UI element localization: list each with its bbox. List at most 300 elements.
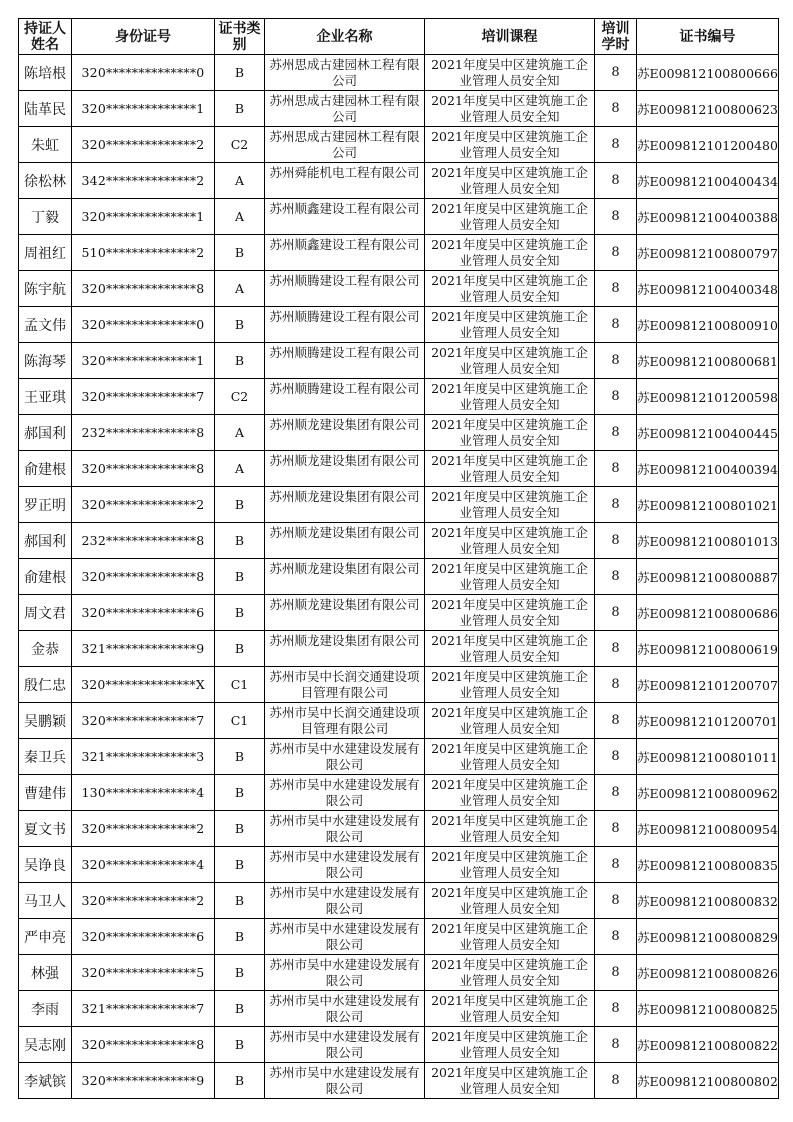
training-course-cell: [425, 595, 595, 631]
training-hours-cell: 8: [595, 667, 637, 703]
cert-number-cell: 苏E009812100800829: [637, 919, 779, 955]
training-course-cell-text: 2021年度吴中区建筑施工企业管理人员安全知: [431, 776, 588, 808]
cert-number-cell: 苏E009812100800962: [637, 775, 779, 811]
training-course-cell-text: 2021年度吴中区建筑施工企业管理人员安全知: [431, 956, 588, 988]
company-name-cell: [265, 991, 425, 1027]
table-row: [19, 1027, 779, 1063]
cert-category-cell: C2: [215, 379, 265, 415]
holder-name-cell: 殷仁忠: [19, 667, 72, 703]
training-hours-cell: 8: [595, 559, 637, 595]
cert-category-cell: B: [215, 91, 265, 127]
company-name-cell: [265, 667, 425, 703]
table-row: [19, 847, 779, 883]
holder-name-cell: 朱虹: [19, 127, 72, 163]
id-number-cell: 320**************6: [72, 919, 215, 955]
company-name-cell-text: 苏州顺鑫建设工程有限公司: [269, 200, 420, 216]
table-row: [19, 919, 779, 955]
training-course-cell-text: 2021年度吴中区建筑施工企业管理人员安全知: [431, 740, 588, 772]
cert-number-cell: 苏E009812100800797: [637, 235, 779, 271]
cert-number-cell: 苏E009812100800619: [637, 631, 779, 667]
cert-number-cell: 苏E009812100800835: [637, 847, 779, 883]
cert-category-cell: B: [215, 775, 265, 811]
cert-category-cell: A: [215, 451, 265, 487]
cert-category-cell: B: [215, 595, 265, 631]
table-row: [19, 343, 779, 379]
training-course-cell-text: 2021年度吴中区建筑施工企业管理人员安全知: [431, 308, 588, 340]
cert-category-cell: B: [215, 739, 265, 775]
cert-number-cell: 苏E009812100801011: [637, 739, 779, 775]
table-row: [19, 631, 779, 667]
company-name-cell: [265, 343, 425, 379]
holder-name-cell: 金恭: [19, 631, 72, 667]
training-hours-cell: 8: [595, 631, 637, 667]
training-course-cell: [425, 883, 595, 919]
table-row: [19, 307, 779, 343]
table-row: [19, 199, 779, 235]
cert-number-cell: 苏E009812100400394: [637, 451, 779, 487]
table-row: [19, 955, 779, 991]
holder-name-cell: 李雨: [19, 991, 72, 1027]
training-course-cell-text: 2021年度吴中区建筑施工企业管理人员安全知: [431, 452, 588, 484]
training-hours-cell: 8: [595, 379, 637, 415]
table-row: [19, 235, 779, 271]
id-number-cell: 320**************2: [72, 811, 215, 847]
cert-category-cell: B: [215, 631, 265, 667]
training-hours-cell: 8: [595, 919, 637, 955]
training-course-cell: [425, 1063, 595, 1099]
cert-category-cell: B: [215, 883, 265, 919]
holder-name-cell: 陈培根: [19, 55, 72, 91]
training-hours-cell: 8: [595, 739, 637, 775]
table-row: [19, 55, 779, 91]
id-number-cell: 232**************8: [72, 415, 215, 451]
table-row: [19, 883, 779, 919]
company-name-cell: [265, 1063, 425, 1099]
holder-name-cell: 吴鹏颖: [19, 703, 72, 739]
holder-name-cell: 曹建伟: [19, 775, 72, 811]
company-name-cell: [265, 811, 425, 847]
company-name-cell: [265, 127, 425, 163]
cert-number-cell: 苏E009812101200480: [637, 127, 779, 163]
cert-category-cell: B: [215, 235, 265, 271]
cert-category-cell: B: [215, 1027, 265, 1063]
table-row: [19, 91, 779, 127]
company-name-cell: [265, 451, 425, 487]
cert-number-cell: 苏E009812100800666: [637, 55, 779, 91]
id-number-cell: 320**************0: [72, 55, 215, 91]
training-course-cell-text: 2021年度吴中区建筑施工企业管理人员安全知: [431, 884, 588, 916]
id-number-cell: 320**************5: [72, 955, 215, 991]
training-course-cell-text: 2021年度吴中区建筑施工企业管理人员安全知: [431, 1028, 588, 1060]
holder-name-cell: 陆革民: [19, 91, 72, 127]
company-name-cell: [265, 55, 425, 91]
id-number-cell: 320**************2: [72, 883, 215, 919]
id-number-cell: 321**************7: [72, 991, 215, 1027]
company-name-cell: [265, 271, 425, 307]
holder-name-cell: 郝国利: [19, 523, 72, 559]
training-hours-cell: 8: [595, 1027, 637, 1063]
cert-number-cell: 苏E009812100400445: [637, 415, 779, 451]
company-name-cell: [265, 595, 425, 631]
company-name-cell-text: 苏州市吴中水建建设发展有限公司: [269, 1064, 420, 1096]
training-course-cell: [425, 451, 595, 487]
cert-category-cell: B: [215, 307, 265, 343]
header-company-name: 企业名称: [265, 19, 425, 55]
training-course-cell: [425, 955, 595, 991]
company-name-cell-text: 苏州市吴中水建建设发展有限公司: [269, 848, 420, 880]
id-number-cell: 320**************0: [72, 307, 215, 343]
company-name-cell-text: 苏州市吴中长润交通建设项目管理有限公司: [269, 668, 420, 700]
cert-number-cell: 苏E009812100800686: [637, 595, 779, 631]
table-row: [19, 595, 779, 631]
id-number-cell: 320**************8: [72, 271, 215, 307]
holder-name-cell: 吴志刚: [19, 1027, 72, 1063]
training-course-cell: [425, 271, 595, 307]
table-row: [19, 739, 779, 775]
company-name-cell: [265, 91, 425, 127]
training-hours-cell: 8: [595, 1063, 637, 1099]
cert-number-cell: 苏E009812100400388: [637, 199, 779, 235]
cert-number-cell: 苏E009812100801013: [637, 523, 779, 559]
header-cert-number: 证书编号: [637, 19, 779, 55]
holder-name-cell: 吴诤良: [19, 847, 72, 883]
holder-name-cell: 夏文书: [19, 811, 72, 847]
training-course-cell-text: 2021年度吴中区建筑施工企业管理人员安全知: [431, 596, 588, 628]
company-name-cell: [265, 523, 425, 559]
holder-name-cell: 李斌镔: [19, 1063, 72, 1099]
cert-number-cell: 苏E009812100800681: [637, 343, 779, 379]
company-name-cell-text: 苏州市吴中水建建设发展有限公司: [269, 956, 420, 988]
company-name-cell: [265, 235, 425, 271]
company-name-cell: [265, 307, 425, 343]
training-hours-cell: 8: [595, 811, 637, 847]
id-number-cell: 321**************9: [72, 631, 215, 667]
holder-name-cell: 周祖红: [19, 235, 72, 271]
id-number-cell: 320**************1: [72, 343, 215, 379]
table-row: [19, 487, 779, 523]
id-number-cell: 342**************2: [72, 163, 215, 199]
company-name-cell-text: 苏州顺龙建设集团有限公司: [269, 560, 420, 576]
training-course-cell: [425, 415, 595, 451]
id-number-cell: 320**************8: [72, 559, 215, 595]
table-row: [19, 523, 779, 559]
training-hours-cell: 8: [595, 451, 637, 487]
training-course-cell: [425, 919, 595, 955]
training-course-cell: [425, 667, 595, 703]
holder-name-cell: 王亚琪: [19, 379, 72, 415]
id-number-cell: 320**************7: [72, 379, 215, 415]
training-course-cell: [425, 487, 595, 523]
cert-category-cell: C1: [215, 703, 265, 739]
company-name-cell: [265, 775, 425, 811]
company-name-cell-text: 苏州顺龙建设集团有限公司: [269, 632, 420, 648]
cert-number-cell: 苏E009812100800887: [637, 559, 779, 595]
cert-category-cell: B: [215, 955, 265, 991]
id-number-cell: 510**************2: [72, 235, 215, 271]
company-name-cell-text: 苏州市吴中水建建设发展有限公司: [269, 812, 420, 844]
training-course-cell-text: 2021年度吴中区建筑施工企业管理人员安全知: [431, 920, 588, 952]
training-course-cell: [425, 127, 595, 163]
training-course-cell: [425, 199, 595, 235]
training-hours-cell: 8: [595, 343, 637, 379]
company-name-cell-text: 苏州思成古建园林工程有限公司: [269, 92, 420, 124]
cert-number-cell: 苏E009812100800623: [637, 91, 779, 127]
id-number-cell: 320**************1: [72, 199, 215, 235]
company-name-cell-text: 苏州思成古建园林工程有限公司: [269, 128, 420, 160]
training-course-cell-text: 2021年度吴中区建筑施工企业管理人员安全知: [431, 560, 588, 592]
training-course-cell: [425, 811, 595, 847]
cert-category-cell: C2: [215, 127, 265, 163]
company-name-cell-text: 苏州顺腾建设工程有限公司: [269, 344, 420, 360]
table-row: [19, 559, 779, 595]
company-name-cell: [265, 847, 425, 883]
training-hours-cell: 8: [595, 271, 637, 307]
training-hours-cell: 8: [595, 847, 637, 883]
company-name-cell-text: 苏州顺鑫建设工程有限公司: [269, 236, 420, 252]
id-number-cell: 320**************X: [72, 667, 215, 703]
training-course-cell: [425, 631, 595, 667]
training-hours-cell: 8: [595, 163, 637, 199]
company-name-cell-text: 苏州市吴中水建建设发展有限公司: [269, 992, 420, 1024]
training-course-cell: [425, 55, 595, 91]
company-name-cell: [265, 919, 425, 955]
training-course-cell-text: 2021年度吴中区建筑施工企业管理人员安全知: [431, 488, 588, 520]
company-name-cell-text: 苏州市吴中水建建设发展有限公司: [269, 920, 420, 952]
training-hours-cell: 8: [595, 55, 637, 91]
holder-name-cell: 陈宇航: [19, 271, 72, 307]
training-hours-cell: 8: [595, 595, 637, 631]
cert-category-cell: B: [215, 811, 265, 847]
table-row: [19, 991, 779, 1027]
cert-category-cell: B: [215, 919, 265, 955]
training-hours-cell: 8: [595, 955, 637, 991]
training-hours-cell: 8: [595, 991, 637, 1027]
cert-number-cell: 苏E009812100800954: [637, 811, 779, 847]
training-course-cell-text: 2021年度吴中区建筑施工企业管理人员安全知: [431, 812, 588, 844]
cert-number-cell: 苏E009812101200707: [637, 667, 779, 703]
holder-name-cell: 秦卫兵: [19, 739, 72, 775]
cert-category-cell: A: [215, 199, 265, 235]
table-body: [19, 55, 779, 1099]
cert-number-cell: 苏E009812100801021: [637, 487, 779, 523]
cert-number-cell: 苏E009812100800832: [637, 883, 779, 919]
id-number-cell: 321**************3: [72, 739, 215, 775]
id-number-cell: 320**************4: [72, 847, 215, 883]
training-course-cell: [425, 379, 595, 415]
header-cert-category: 证书类别: [215, 19, 265, 55]
training-course-cell-text: 2021年度吴中区建筑施工企业管理人员安全知: [431, 992, 588, 1024]
training-course-cell-text: 2021年度吴中区建筑施工企业管理人员安全知: [431, 344, 588, 376]
training-course-cell: [425, 739, 595, 775]
company-name-cell: [265, 631, 425, 667]
training-course-cell-text: 2021年度吴中区建筑施工企业管理人员安全知: [431, 56, 588, 88]
id-number-cell: 320**************8: [72, 1027, 215, 1063]
header-id-number: 身份证号: [72, 19, 215, 55]
cert-number-cell: 苏E009812100800802: [637, 1063, 779, 1099]
training-course-cell-text: 2021年度吴中区建筑施工企业管理人员安全知: [431, 128, 588, 160]
cert-category-cell: B: [215, 847, 265, 883]
cert-category-cell: B: [215, 1063, 265, 1099]
company-name-cell-text: 苏州市吴中水建建设发展有限公司: [269, 740, 420, 772]
cert-number-cell: 苏E009812101200598: [637, 379, 779, 415]
training-course-cell: [425, 703, 595, 739]
cert-category-cell: A: [215, 271, 265, 307]
cert-category-cell: B: [215, 343, 265, 379]
holder-name-cell: 罗正明: [19, 487, 72, 523]
cert-number-cell: 苏E009812100400434: [637, 163, 779, 199]
training-hours-cell: 8: [595, 523, 637, 559]
cert-number-cell: 苏E009812101200701: [637, 703, 779, 739]
company-name-cell-text: 苏州顺龙建设集团有限公司: [269, 596, 420, 612]
holder-name-cell: 徐松林: [19, 163, 72, 199]
training-course-cell: [425, 775, 595, 811]
training-course-cell-text: 2021年度吴中区建筑施工企业管理人员安全知: [431, 236, 588, 268]
holder-name-cell: 马卫人: [19, 883, 72, 919]
holder-name-cell: 林强: [19, 955, 72, 991]
cert-number-cell: 苏E009812100800910: [637, 307, 779, 343]
training-hours-cell: 8: [595, 775, 637, 811]
training-hours-cell: 8: [595, 883, 637, 919]
company-name-cell-text: 苏州顺腾建设工程有限公司: [269, 272, 420, 288]
company-name-cell: [265, 415, 425, 451]
id-number-cell: 320**************1: [72, 91, 215, 127]
company-name-cell-text: 苏州舜能机电工程有限公司: [269, 164, 420, 180]
id-number-cell: 320**************9: [72, 1063, 215, 1099]
training-hours-cell: 8: [595, 703, 637, 739]
header-training-hours: 培训学时: [595, 19, 637, 55]
id-number-cell: 320**************8: [72, 451, 215, 487]
cert-category-cell: B: [215, 991, 265, 1027]
training-course-cell: [425, 163, 595, 199]
table-row: [19, 127, 779, 163]
company-name-cell-text: 苏州市吴中长润交通建设项目管理有限公司: [269, 704, 420, 736]
company-name-cell: [265, 487, 425, 523]
company-name-cell: [265, 163, 425, 199]
table-row: [19, 271, 779, 307]
table-row: [19, 379, 779, 415]
training-hours-cell: 8: [595, 307, 637, 343]
training-course-cell-text: 2021年度吴中区建筑施工企业管理人员安全知: [431, 272, 588, 304]
company-name-cell-text: 苏州顺腾建设工程有限公司: [269, 308, 420, 324]
training-course-cell: [425, 559, 595, 595]
holder-name-cell: 丁毅: [19, 199, 72, 235]
cert-category-cell: C1: [215, 667, 265, 703]
training-course-cell-text: 2021年度吴中区建筑施工企业管理人员安全知: [431, 164, 588, 196]
company-name-cell: [265, 199, 425, 235]
id-number-cell: 320**************7: [72, 703, 215, 739]
company-name-cell-text: 苏州顺龙建设集团有限公司: [269, 416, 420, 432]
table-row: [19, 163, 779, 199]
training-course-cell: [425, 847, 595, 883]
holder-name-cell: 俞建根: [19, 451, 72, 487]
training-course-cell: [425, 1027, 595, 1063]
holder-name-cell: 严申亮: [19, 919, 72, 955]
training-course-cell-text: 2021年度吴中区建筑施工企业管理人员安全知: [431, 632, 588, 664]
company-name-cell: [265, 703, 425, 739]
holder-name-cell: 俞建根: [19, 559, 72, 595]
training-course-cell-text: 2021年度吴中区建筑施工企业管理人员安全知: [431, 704, 588, 736]
company-name-cell-text: 苏州市吴中水建建设发展有限公司: [269, 1028, 420, 1060]
cert-number-cell: 苏E009812100400348: [637, 271, 779, 307]
company-name-cell: [265, 883, 425, 919]
cert-number-cell: 苏E009812100800822: [637, 1027, 779, 1063]
id-number-cell: 320**************6: [72, 595, 215, 631]
holder-name-cell: 孟文伟: [19, 307, 72, 343]
cert-category-cell: B: [215, 55, 265, 91]
company-name-cell-text: 苏州顺龙建设集团有限公司: [269, 488, 420, 504]
table-row: [19, 451, 779, 487]
company-name-cell: [265, 379, 425, 415]
company-name-cell-text: 苏州市吴中水建建设发展有限公司: [269, 884, 420, 916]
training-course-cell: [425, 343, 595, 379]
company-name-cell: [265, 739, 425, 775]
company-name-cell: [265, 955, 425, 991]
id-number-cell: 232**************8: [72, 523, 215, 559]
training-hours-cell: 8: [595, 127, 637, 163]
header-row: [19, 19, 779, 55]
cert-number-cell: 苏E009812100800826: [637, 955, 779, 991]
table-row: [19, 1063, 779, 1099]
table-row: [19, 415, 779, 451]
training-course-cell-text: 2021年度吴中区建筑施工企业管理人员安全知: [431, 416, 588, 448]
certificate-table: [18, 18, 779, 1099]
training-course-cell-text: 2021年度吴中区建筑施工企业管理人员安全知: [431, 668, 588, 700]
company-name-cell-text: 苏州市吴中水建建设发展有限公司: [269, 776, 420, 808]
cert-number-cell: 苏E009812100800825: [637, 991, 779, 1027]
company-name-cell: [265, 559, 425, 595]
training-hours-cell: 8: [595, 199, 637, 235]
training-course-cell-text: 2021年度吴中区建筑施工企业管理人员安全知: [431, 848, 588, 880]
header-training-course: 培训课程: [425, 19, 595, 55]
training-course-cell: [425, 523, 595, 559]
cert-category-cell: B: [215, 523, 265, 559]
id-number-cell: 320**************2: [72, 487, 215, 523]
company-name-cell-text: 苏州顺龙建设集团有限公司: [269, 524, 420, 540]
table-row: [19, 667, 779, 703]
table-row: [19, 811, 779, 847]
training-hours-cell: 8: [595, 91, 637, 127]
cert-category-cell: A: [215, 163, 265, 199]
company-name-cell-text: 苏州顺腾建设工程有限公司: [269, 380, 420, 396]
company-name-cell-text: 苏州思成古建园林工程有限公司: [269, 56, 420, 88]
cert-category-cell: A: [215, 415, 265, 451]
header-holder-name: 持证人姓名: [19, 19, 72, 55]
training-hours-cell: 8: [595, 415, 637, 451]
training-course-cell-text: 2021年度吴中区建筑施工企业管理人员安全知: [431, 1064, 588, 1096]
training-course-cell: [425, 307, 595, 343]
holder-name-cell: 周文君: [19, 595, 72, 631]
company-name-cell: [265, 1027, 425, 1063]
training-course-cell-text: 2021年度吴中区建筑施工企业管理人员安全知: [431, 200, 588, 232]
id-number-cell: 130**************4: [72, 775, 215, 811]
training-course-cell-text: 2021年度吴中区建筑施工企业管理人员安全知: [431, 380, 588, 412]
id-number-cell: 320**************2: [72, 127, 215, 163]
training-hours-cell: 8: [595, 487, 637, 523]
training-course-cell: [425, 91, 595, 127]
training-course-cell: [425, 235, 595, 271]
table-row: [19, 703, 779, 739]
holder-name-cell: 郝国利: [19, 415, 72, 451]
cert-category-cell: B: [215, 559, 265, 595]
training-course-cell-text: 2021年度吴中区建筑施工企业管理人员安全知: [431, 524, 588, 556]
company-name-cell-text: 苏州顺龙建设集团有限公司: [269, 452, 420, 468]
training-hours-cell: 8: [595, 235, 637, 271]
training-course-cell-text: 2021年度吴中区建筑施工企业管理人员安全知: [431, 92, 588, 124]
holder-name-cell: 陈海琴: [19, 343, 72, 379]
training-course-cell: [425, 991, 595, 1027]
cert-category-cell: B: [215, 487, 265, 523]
table-row: [19, 775, 779, 811]
